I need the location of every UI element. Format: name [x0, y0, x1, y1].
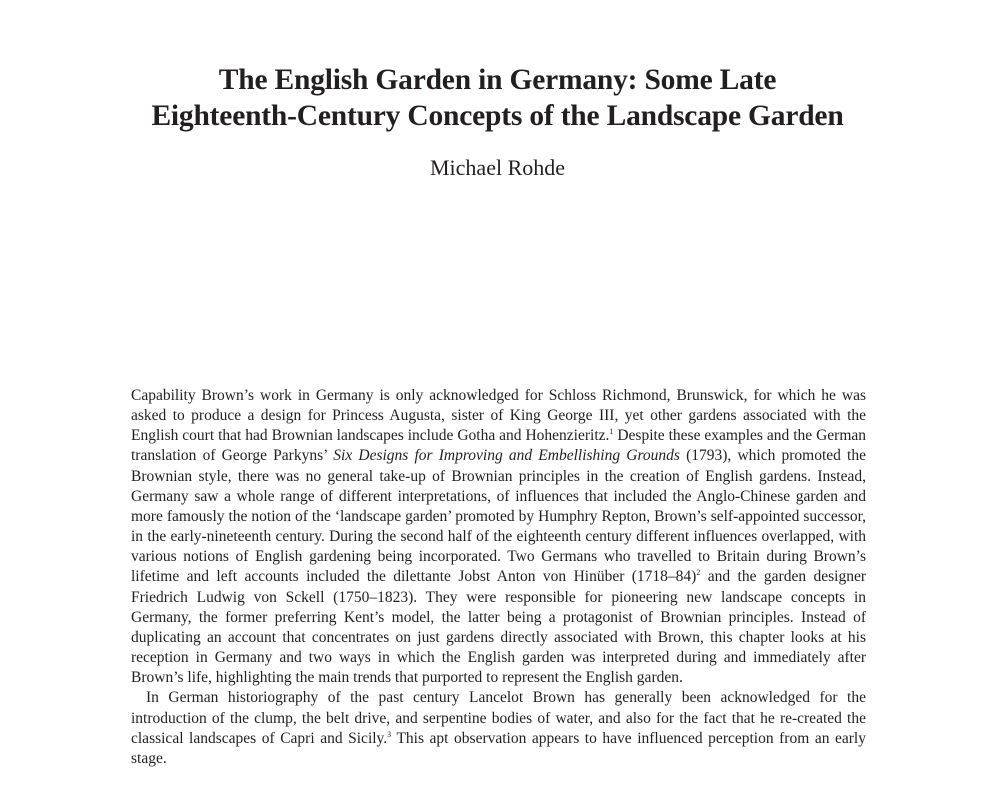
footnote-ref-3[interactable]: 3 [387, 729, 392, 739]
paragraph-1-text-c: (1793), which promoted the Brownian style, there was no general take-up of Brownian principles in the creation of English gardens. Instead, Germany saw a whole range of different interpretations, of influences that included the Anglo-Chinese garden and more famously the notion of the ‘landscape garden’ promoted by Humphry Repton, Brown’s self-appointed successor, in the early-nineteenth century. During the second half of the eighteenth century different influences overlapped, with various notions of English gardening being incorporated. Two Germans who travelled to Britain during Brown’s lifetime and left accounts included the dilettante Jobst Anton von Hinüber (1718–84) [131, 447, 866, 586]
chapter-title-line-2: Eighteenth-Century Concepts of the Landscape Garden [151, 100, 844, 132]
chapter-title-line-1: The English Garden in Germany: Some Late [218, 64, 777, 96]
chapter-title [0, 62, 995, 134]
paragraph-2-text-a: In German historiography of the past century Lancelot Brown has generally been acknowledged for the introduction of the clump, the belt drive, and serpentine bodies of water, and also for the fact that he re-created the classical landscapes of Capri and Sicily. [131, 689, 866, 747]
paragraph-2 [131, 688, 866, 769]
paragraph-2-text-b: This apt observation appears to have influenced perception from an early stage. [131, 729, 866, 767]
paragraph-1-text-a: Capability Brown’s work in Germany is only acknowledged for Schloss Richmond, Brunswick, for which he was asked to produce a design for Princess Augusta, sister of King George III, yet other gardens associated with the English court that had Brownian landscapes include Gotha and Hohenzieritz. [131, 387, 866, 445]
paragraph-1-text-b: Despite these examples and the German translation of George Parkyns’ [131, 427, 867, 465]
paragraph-1 [131, 386, 866, 688]
book-title-italic: Six Designs for Improving and Embellishing Grounds [333, 447, 680, 465]
author-name: Michael Rohde [429, 155, 566, 180]
paragraph-1-text-d: and the garden designer Friedrich Ludwig von Sckell (1750–1823). They were responsible for pioneering new landscape concepts in Germany, the former preferring Kent’s model, the latter being a protagonist of Brownian principles. Instead of duplicating an account that concentrates on just gardens directly associated with Brown, this chapter looks at his reception in Germany and two ways in which the English garden was interpreted during and immediately after Brown’s life, highlighting the main trends that purported to represent the English garden. [131, 568, 867, 687]
body-text [131, 386, 866, 769]
footnote-ref-1[interactable]: 1 [609, 427, 614, 437]
footnote-ref-2[interactable]: 2 [696, 568, 701, 578]
